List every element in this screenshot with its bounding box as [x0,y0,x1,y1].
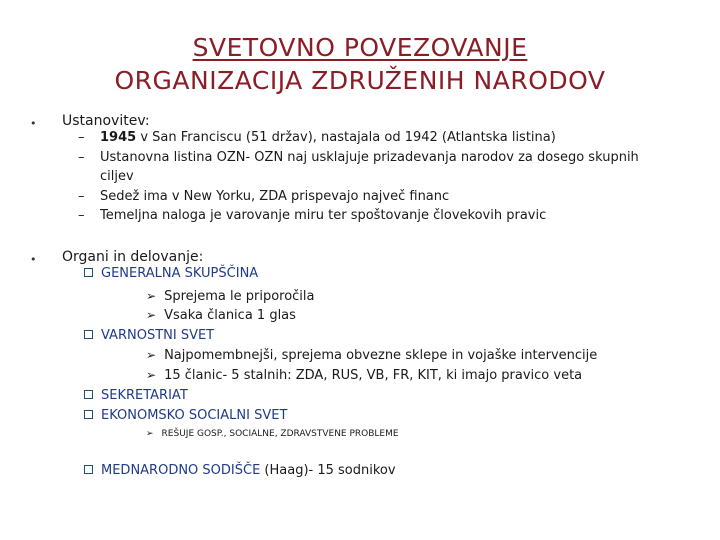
square-bullet-icon [84,268,93,277]
slide-title-line-2: ORGANIZACIJA ZDRUŽENIH NARODOV [114,66,606,95]
founding-item-3: Sedež ima v New Yorku, ZDA prispevajo največ financ [100,189,450,204]
square-bullet-icon [84,330,93,339]
dash-marker: – [78,189,85,204]
arrowhead-icon: ➢ [146,429,154,439]
square-bullet-icon [84,465,93,474]
organ-ecosoc: EKONOMSKO SOCIALNI SVET [84,408,287,423]
slide-title-line-1: SVETOVNO POVEZOVANJE [192,33,528,62]
arrowhead-icon: ➢ [146,348,157,362]
arrowhead-icon: ➢ [146,308,157,322]
bullet-dot: • [30,117,37,130]
organ-point: ➢ Sprejema le priporočila [146,289,315,304]
square-bullet-icon [84,410,93,419]
arrowhead-icon: ➢ [146,289,157,303]
section-heading-organs: Organi in delovanje: [62,249,204,265]
founding-item-2: Ustanovna listina OZN- OZN naj usklajuje prizadevanja narodov za dosego skupnih ciljev [100,150,639,184]
organ-point-small: ➢ REŠUJE GOSP., SOCIALNE, ZDRAVSTVENE PROBLEME [146,429,399,439]
bullet-dot: • [30,253,37,266]
organ-secretariat: SEKRETARIAT [84,388,188,403]
organ-point: ➢ Vsaka članica 1 glas [146,308,296,323]
organ-point: ➢ Najpomembnejši, sprejema obvezne sklepe in vojaške intervencije [146,348,598,363]
square-bullet-icon [84,390,93,399]
dash-marker: – [78,130,85,145]
arrowhead-icon: ➢ [146,368,157,382]
organ-international-court: MEDNARODNO SODIŠČE (Haag)- 15 sodnikov [84,463,396,478]
organ-point: ➢ 15 članic- 5 stalnih: ZDA, RUS, VB, FR, KIT, ki imajo pravico veta [146,368,583,383]
section-heading-founding: Ustanovitev: [62,113,150,129]
court-details: (Haag)- 15 sodnikov [260,463,396,478]
founding-item-1-text: v San Franciscu (51 držav), nastajala od 1942 (Atlantska listina) [136,130,556,145]
dash-marker: – [78,208,85,223]
organ-security-council: VARNOSTNI SVET [84,328,214,343]
founding-year: 1945 [100,130,137,145]
dash-marker: – [78,150,85,165]
organ-general-assembly: GENERALNA SKUPŠČINA [84,266,258,281]
founding-item-4: Temeljna naloga je varovanje miru ter spoštovanje človekovih pravic [100,208,547,223]
founding-item-1 [100,128,556,147]
